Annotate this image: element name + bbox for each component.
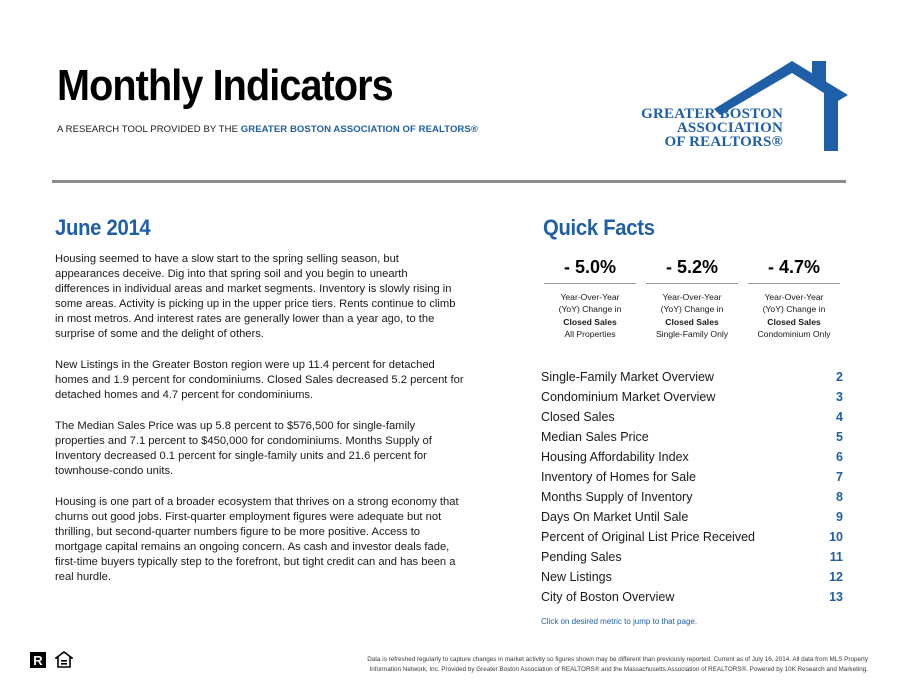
report-month-heading: June 2014 [55, 215, 151, 240]
toc-page-number: 2 [836, 370, 843, 384]
footer-line: Data is refreshed regularly to capture changes in market activity so figures shown may be different than previously reported. Current as of July 16, 2014. All data from MLS Property [367, 656, 868, 663]
toc-item-housing-affordability-index[interactable] [541, 447, 843, 467]
toc-page-number: 4 [836, 410, 843, 424]
page-title: Monthly Indicators [57, 61, 393, 110]
fact-line: (YoY) Change in [762, 304, 826, 315]
toc-item-inventory-of-homes-for-sale[interactable] [541, 467, 843, 487]
fact-value: - 5.0% [563, 257, 617, 277]
fact-divider [748, 283, 840, 284]
toc-page-number: 6 [836, 450, 843, 464]
toc-item-pending-sales[interactable] [541, 547, 843, 567]
fact-line: Year-Over-Year [764, 292, 824, 302]
toc-item-days-on-market-until-sale[interactable] [541, 507, 843, 527]
toc-page-number: 11 [829, 550, 843, 564]
toc-instruction: Click on desired metric to jump to that page. [541, 617, 698, 626]
toc-item-closed-sales[interactable] [541, 407, 843, 427]
realtor-r-icon [29, 651, 47, 669]
fact-description [642, 291, 742, 340]
toc-item-condominium-market-overview[interactable] [541, 387, 843, 407]
fact-segment: Single-Family Only [655, 328, 729, 339]
equal-housing-icon [55, 651, 73, 669]
fact-segment: Condominium Only [757, 328, 831, 339]
fact-value: - 4.7% [767, 257, 821, 277]
footer-line: Information Network, Inc. Provided by Greater Boston Association of REALTORS® and the Massachusetts Association of REALTORS®. Powered by 10K Research and Marketing. [369, 665, 868, 673]
toc-page-number: 13 [829, 590, 843, 604]
quick-facts [540, 256, 844, 340]
fact-divider [646, 283, 738, 284]
toc-page-number: 3 [836, 390, 843, 404]
narrative-paragraph: The Median Sales Price was up 5.8 percent to $576,500 for single-family properties and 7.1 percent to $450,000 for condominiums. Months Supply of Inventory decreased 0.1 percent for single-family units and 21.6 percent for townhouse-condo units. [55, 420, 432, 477]
toc-label: City of Boston Overview [541, 590, 675, 604]
fact-metric: Closed Sales [767, 316, 821, 327]
toc-label: Pending Sales [541, 550, 622, 564]
footer-disclaimer [312, 655, 868, 674]
fact-metric: Closed Sales [665, 316, 719, 327]
svg-text:R: R [33, 653, 43, 668]
footer-icons [29, 651, 73, 669]
fact-value: - 5.2% [665, 257, 719, 277]
toc-label: Months Supply of Inventory [541, 490, 693, 504]
subtitle-prefix: A RESEARCH TOOL PROVIDED BY THE [57, 124, 239, 135]
toc-label: Single-Family Market Overview [541, 370, 714, 384]
fact-description [540, 291, 640, 340]
toc-page-number: 8 [836, 490, 843, 504]
toc-page-number: 5 [836, 430, 843, 444]
narrative-paragraph: New Listings in the Greater Boston region were up 11.4 percent for detached homes and 1.9 percent for condominiums. Closed Sales decreased 5.2 percent for detached homes and 4.7 percent for condominiums. [55, 359, 464, 401]
toc-label: New Listings [541, 570, 612, 584]
toc-label: Median Sales Price [541, 430, 649, 444]
toc-page-number: 9 [836, 510, 843, 524]
narrative-paragraph: Housing seemed to have a slow start to the spring selling season, but appearances deceive. Dig into that spring soil and you begin to unearth differences in individual areas and market segments. Inventory is slowly rising in some areas. Activity is picking up in the upper price tiers. Rents continue to climb in most metros. And interest rates are generally lower than a year ago, to the surprise of some and the delight of others. [55, 253, 456, 340]
toc-label: Condominium Market Overview [541, 390, 716, 404]
narrative-text [55, 252, 465, 601]
gbar-logo [641, 107, 783, 149]
toc-label: Housing Affordability Index [541, 450, 689, 464]
fact-line: (YoY) Change in [558, 304, 622, 315]
logo-line-1: GREATER BOSTON [641, 106, 783, 122]
toc-page-number: 10 [829, 530, 843, 544]
fact-segment: All Properties [564, 328, 616, 339]
toc-item-new-listings[interactable] [541, 567, 843, 587]
fact-divider [544, 283, 636, 284]
toc-page-number: 7 [836, 470, 843, 484]
toc-item-median-sales-price[interactable] [541, 427, 843, 447]
toc-item-city-of-boston-overview[interactable] [541, 587, 843, 607]
table-of-contents [541, 367, 843, 607]
logo-line-3: OF REALTORS® [664, 134, 783, 150]
quick-fact-condominium [744, 256, 844, 340]
quick-fact-single-family [642, 256, 742, 340]
toc-item-single-family-market-overview[interactable] [541, 367, 843, 387]
toc-label: Percent of Original List Price Received [541, 530, 755, 544]
subtitle-org: GREATER BOSTON ASSOCIATION OF REALTORS® [240, 124, 478, 135]
toc-page-number: 12 [829, 570, 843, 584]
toc-item-months-supply-of-inventory[interactable] [541, 487, 843, 507]
fact-line: Year-Over-Year [662, 292, 722, 302]
toc-item-percent-of-original-list-price[interactable] [541, 527, 843, 547]
toc-label: Days On Market Until Sale [541, 510, 689, 524]
fact-description [744, 291, 844, 340]
quick-facts-heading: Quick Facts [543, 215, 655, 240]
page-subtitle [57, 124, 478, 135]
fact-line: Year-Over-Year [560, 292, 620, 302]
fact-metric: Closed Sales [563, 316, 617, 327]
toc-label: Inventory of Homes for Sale [541, 470, 696, 484]
header-divider [52, 180, 846, 183]
fact-line: (YoY) Change in [660, 304, 724, 315]
toc-label: Closed Sales [541, 410, 615, 424]
narrative-paragraph: Housing is one part of a broader ecosystem that thrives on a strong economy that churns out good jobs. First-quarter employment figures were adequate but not thrilling, but second-quarter numbers figure to be more positive. Access to mortgage capital remains an ongoing concern. As cash and investor deals fade, first-time buyers typically step to the forefront, but tight credit can and has been a real hurdle. [55, 496, 459, 583]
logo-line-2: ASSOCIATION [676, 120, 783, 136]
quick-fact-all-properties [540, 256, 640, 340]
